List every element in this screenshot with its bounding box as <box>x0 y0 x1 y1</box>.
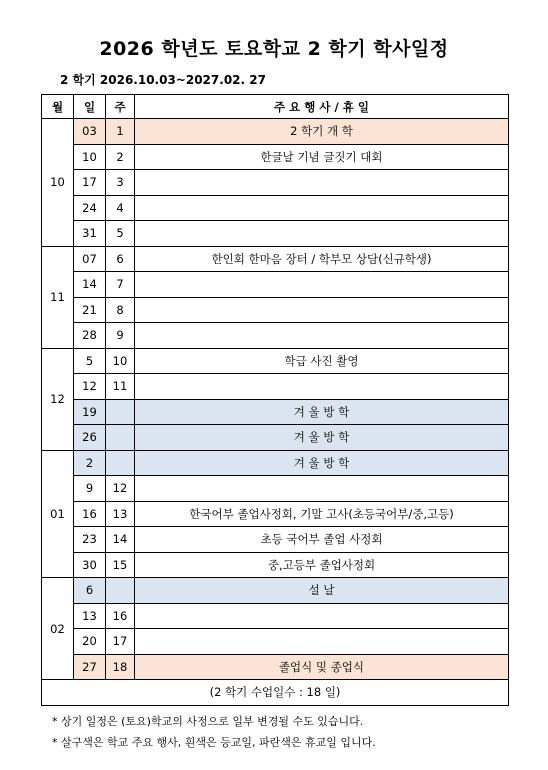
day-cell: 13 <box>74 603 106 629</box>
schedule-body <box>42 119 509 680</box>
month-cell: 02 <box>42 578 74 680</box>
table-row <box>42 119 509 145</box>
event-cell: 한인회 한마음 장터 / 학부모 상담(신규학생) <box>135 246 509 272</box>
table-row <box>42 374 509 400</box>
table-row <box>42 348 509 374</box>
event-cell <box>135 195 509 221</box>
page-title: 2026 학년도 토요학교 2 학기 학사일정 <box>99 38 449 60</box>
week-cell <box>106 399 135 425</box>
table-row <box>42 476 509 502</box>
table-row <box>42 425 509 451</box>
table-row <box>42 578 509 604</box>
header-event: 주 요 행 사 / 휴 일 <box>135 95 509 119</box>
week-cell: 14 <box>106 527 135 553</box>
day-cell: 26 <box>74 425 106 451</box>
table-row <box>42 552 509 578</box>
event-cell: 한국어부 졸업사정회, 기말 고사(초등국어부/중,고등) <box>135 501 509 527</box>
event-cell <box>135 170 509 196</box>
month-cell: 01 <box>42 450 74 578</box>
event-cell: 졸업식 및 종업식 <box>135 654 509 680</box>
day-cell: 14 <box>74 272 106 298</box>
week-cell: 8 <box>106 297 135 323</box>
event-cell <box>135 297 509 323</box>
week-cell <box>106 578 135 604</box>
header-week: 주 <box>106 95 135 119</box>
day-cell: 28 <box>74 323 106 349</box>
week-cell: 6 <box>106 246 135 272</box>
event-cell: 초등 국어부 졸업 사정회 <box>135 527 509 553</box>
month-cell: 10 <box>42 119 74 247</box>
week-cell <box>106 450 135 476</box>
month-cell: 11 <box>42 246 74 348</box>
note-item: * 상기 일정은 (토요)학교의 사정으로 일부 변경될 수도 있습니다. <box>52 715 364 728</box>
event-cell <box>135 221 509 247</box>
table-row <box>42 450 509 476</box>
day-cell: 03 <box>74 119 106 145</box>
week-cell <box>106 425 135 451</box>
week-cell: 1 <box>106 119 135 145</box>
header-day: 일 <box>74 95 106 119</box>
week-cell: 15 <box>106 552 135 578</box>
table-row <box>42 501 509 527</box>
semester-period: 2 학기 2026.10.03~2027.02. 27 <box>60 73 266 87</box>
event-cell: 겨 울 방 학 <box>135 399 509 425</box>
month-cell: 12 <box>42 348 74 450</box>
day-cell: 27 <box>74 654 106 680</box>
event-cell: 겨 울 방 학 <box>135 450 509 476</box>
day-cell: 5 <box>74 348 106 374</box>
day-cell: 16 <box>74 501 106 527</box>
event-cell: 2 학기 개 학 <box>135 119 509 145</box>
day-cell: 31 <box>74 221 106 247</box>
week-cell: 3 <box>106 170 135 196</box>
event-cell <box>135 603 509 629</box>
day-cell: 19 <box>74 399 106 425</box>
day-cell: 10 <box>74 144 106 170</box>
table-row <box>42 527 509 553</box>
schedule-table <box>41 94 509 706</box>
event-cell: 중,고등부 졸업사정회 <box>135 552 509 578</box>
notes <box>52 711 376 753</box>
note-item: * 살구색은 학교 주요 행사, 흰색은 등교일, 파란색은 휴교일 입니다. <box>52 736 376 749</box>
day-cell: 20 <box>74 629 106 655</box>
week-cell: 11 <box>106 374 135 400</box>
table-row <box>42 323 509 349</box>
event-cell <box>135 323 509 349</box>
event-cell <box>135 629 509 655</box>
table-row <box>42 654 509 680</box>
table-row <box>42 629 509 655</box>
table-row <box>42 603 509 629</box>
day-cell: 9 <box>74 476 106 502</box>
day-cell: 21 <box>74 297 106 323</box>
event-cell: 겨 울 방 학 <box>135 425 509 451</box>
header-month: 월 <box>42 95 74 119</box>
week-cell: 18 <box>106 654 135 680</box>
table-row <box>42 399 509 425</box>
week-cell: 9 <box>106 323 135 349</box>
week-cell: 5 <box>106 221 135 247</box>
class-days-summary: (2 학기 수업일수 : 18 일) <box>42 680 509 706</box>
week-cell: 12 <box>106 476 135 502</box>
table-header-row <box>42 95 509 119</box>
table-row <box>42 297 509 323</box>
day-cell: 24 <box>74 195 106 221</box>
day-cell: 07 <box>74 246 106 272</box>
week-cell: 4 <box>106 195 135 221</box>
event-cell <box>135 374 509 400</box>
table-row <box>42 195 509 221</box>
week-cell: 13 <box>106 501 135 527</box>
week-cell: 10 <box>106 348 135 374</box>
table-row <box>42 144 509 170</box>
day-cell: 12 <box>74 374 106 400</box>
event-cell: 설 날 <box>135 578 509 604</box>
table-row <box>42 221 509 247</box>
event-cell: 한글날 기념 글짓기 대회 <box>135 144 509 170</box>
table-row <box>42 272 509 298</box>
day-cell: 2 <box>74 450 106 476</box>
week-cell: 17 <box>106 629 135 655</box>
summary-row <box>42 680 509 706</box>
event-cell <box>135 272 509 298</box>
table-row <box>42 170 509 196</box>
week-cell: 2 <box>106 144 135 170</box>
day-cell: 23 <box>74 527 106 553</box>
week-cell: 16 <box>106 603 135 629</box>
event-cell: 학급 사진 촬영 <box>135 348 509 374</box>
event-cell <box>135 476 509 502</box>
table-row <box>42 246 509 272</box>
day-cell: 6 <box>74 578 106 604</box>
week-cell: 7 <box>106 272 135 298</box>
day-cell: 30 <box>74 552 106 578</box>
day-cell: 17 <box>74 170 106 196</box>
